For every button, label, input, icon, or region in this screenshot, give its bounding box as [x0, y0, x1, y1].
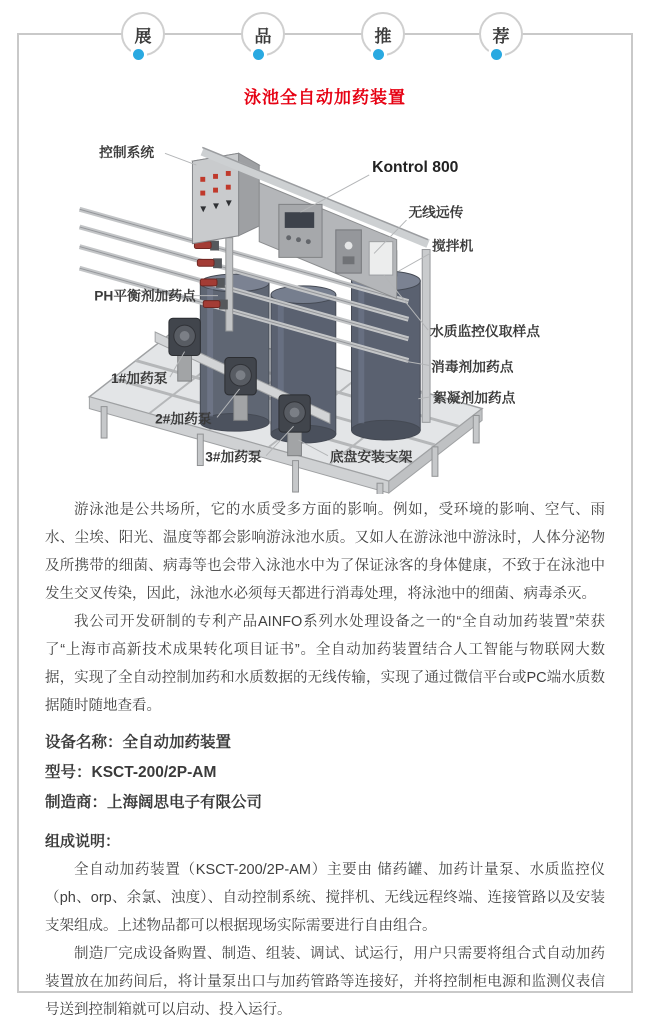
label-kontrol-800: Kontrol 800: [372, 158, 459, 176]
label-control-system: 控制系统: [99, 145, 155, 161]
frame-post: [422, 250, 430, 423]
badge-label: 荐: [492, 26, 510, 46]
spec-list: [45, 728, 605, 818]
label-pump3: 3#加药泵: [205, 449, 262, 465]
kontrol-800-controller: [279, 204, 322, 257]
label-ph-dosing-point: PH平衡剂加药点: [94, 288, 196, 304]
label-flocculant: 絮凝剂加药点: [433, 390, 516, 406]
label-sampling-point: 水质监控仪取样点: [430, 323, 540, 339]
blue-dot-icon: [253, 49, 264, 60]
composition-heading: 组成说明：: [45, 833, 121, 850]
badge-label: 品: [254, 26, 272, 46]
intro-paragraph-2: 我公司开发研制的专利产品AINFO系列水处理设备之一的“全自动加药装置”荣获了“上海市高新技术成果转化项目证书”。全自动加药装置结合人工智能与物联网大数据，实现了全自动控制加药和水质数据的无线传输，实现了通过微信平台或PC端水质数据随时随地查看。: [45, 614, 605, 714]
page-title: 泳池全自动加药装置: [244, 88, 406, 107]
label-mixer: 搅拌机: [432, 238, 474, 254]
equipment-diagram: [35, 116, 615, 494]
label-disinfectant: 消毒剂加药点: [431, 359, 514, 375]
composition-paragraph-1: 全自动加药装置（KSCT-200/2P-AM）主要由 储药罐、加药计量泵、水质监控仪（ph、orp、余氯、浊度）、自动控制系统、搅拌机、无线远程终端、连接管路以及安装支架组成。上述物品都可以根据现场实际需要进行自由组合。: [45, 862, 605, 934]
spec-manufacturer: 制造商：上海阔思电子有限公司: [45, 794, 263, 811]
panel-instrument: [336, 230, 362, 273]
label-pump2: 2#加药泵: [155, 411, 212, 427]
composition-paragraph-2: 制造厂完成设备购置、制造、组装、调试、试运行，用户只需要将组合式自动加药装置放在加药间后，将计量泵出口与加药管路等连接好，并将控制柜电源和监测仪表信号送到控制箱就可以启动、投入运行。: [45, 946, 605, 1018]
blue-dot-icon: [491, 49, 502, 60]
spec-model: 型号：KSCT-200/2P-AM: [45, 764, 217, 781]
body-content: [19, 496, 631, 1024]
badge-tui: [361, 12, 405, 56]
badge-zhan: [121, 12, 165, 56]
content-card: [17, 26, 633, 1018]
label-wireless: 无线远传: [408, 205, 464, 221]
intro-paragraph-1: 游泳池是公共场所，它的水质受多方面的影响。例如，受环境的影响、空气、雨水、尘埃、阳光、温度等都会影响游泳池水质。又如人在游泳池中游泳时，人体分泌物及所携带的细菌、病毒等也会带入泳池水中为了保证泳客的身体健康，不致于在泳池中发生交叉传染，因此，泳池水必须每天都进行消毒处理，将泳池中的细菌、病毒杀灭。: [45, 502, 605, 602]
badge-jian: [479, 12, 523, 56]
composition-section: [45, 828, 605, 1024]
blue-dot-icon: [373, 49, 384, 60]
blue-dot-icon: [133, 49, 144, 60]
label-pump1: 1#加药泵: [110, 371, 168, 387]
badge-label: 展: [134, 26, 152, 46]
label-chassis-bracket: 底盘安装支架: [329, 449, 413, 465]
badge-pin: [241, 12, 285, 56]
badge-label: 推: [374, 26, 392, 46]
spec-device-name: 设备名称：全自动加药装置: [45, 734, 232, 751]
